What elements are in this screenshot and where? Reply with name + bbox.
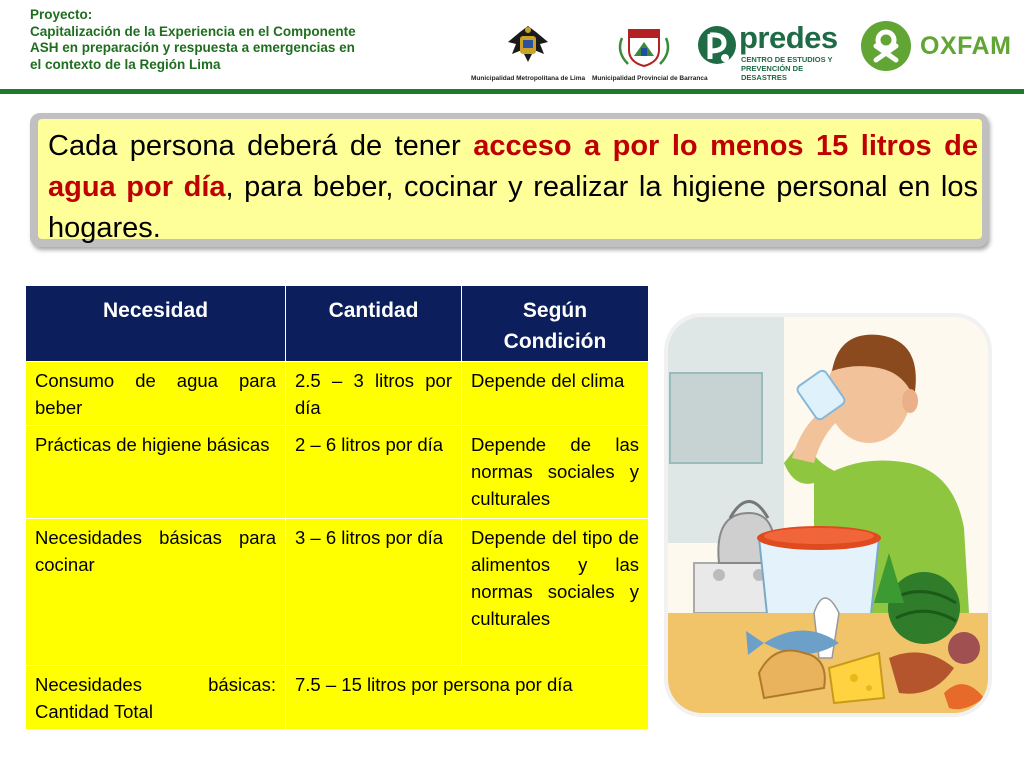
predes-logo xyxy=(697,20,845,82)
cell-quantity: 2.5 – 3 litros por día xyxy=(286,362,462,426)
key-message-callout xyxy=(30,113,988,247)
barranca-crest-icon xyxy=(592,22,696,72)
lima-logo-caption: Municipalidad Metropolitana de Lima xyxy=(471,75,586,82)
table-row xyxy=(26,426,649,519)
cell-quantity: 2 – 6 litros por día xyxy=(286,426,462,519)
cell-quantity-total: 7.5 – 15 litros por persona por día xyxy=(286,666,649,730)
header-condicion: Según Condición xyxy=(462,286,649,362)
predes-wordmark: predes xyxy=(739,20,838,55)
predes-subtitle: CENTRO DE ESTUDIOS Y PREVENCIÓN DE DESASTRES xyxy=(741,55,833,82)
callout-text-after: , para beber, cocinar y realizar la higiene personal en los hogares. xyxy=(48,171,978,244)
cell-condition: Depende del tipo de alimentos y las normas sociales y culturales xyxy=(462,519,649,666)
predes-mark-icon xyxy=(697,24,737,70)
project-line-3: el contexto de la Región Lima xyxy=(30,56,221,72)
water-needs-table xyxy=(25,285,649,730)
boy-drinking-water-illustration xyxy=(664,313,992,717)
municipalidad-lima-logo xyxy=(471,22,585,82)
header-cantidad: Cantidad xyxy=(286,286,462,362)
barranca-logo-caption: Municipalidad Provincial de Barranca xyxy=(592,75,708,82)
header-necesidad: Necesidad xyxy=(26,286,286,362)
project-title xyxy=(30,7,430,73)
cell-quantity: 3 – 6 litros por día xyxy=(286,519,462,666)
oxfam-mark-icon xyxy=(860,20,912,72)
callout-highlight: acceso a por lo menos 15 litros de agua por día xyxy=(48,130,978,203)
project-line-2: ASH en preparación y respuesta a emergencias en xyxy=(30,40,355,55)
illustration-icon xyxy=(664,313,992,717)
oxfam-logo xyxy=(860,20,1012,72)
cell-need-total: Necesidades básicas: Cantidad Total xyxy=(26,666,286,730)
header-divider xyxy=(0,89,1024,94)
callout-inner xyxy=(38,119,982,244)
cell-condition: Depende de las normas sociales y culturales xyxy=(462,426,649,519)
municipalidad-barranca-logo xyxy=(592,22,708,82)
table-row-total xyxy=(26,666,649,730)
table-row xyxy=(26,362,649,426)
project-line-1: Capitalización de la Experiencia en el Componente xyxy=(30,23,356,39)
callout-text-before: Cada persona deberá de tener xyxy=(48,130,474,162)
cell-need: Necesidades básicas para cocinar xyxy=(26,519,286,666)
project-label: Proyecto: xyxy=(30,7,93,22)
lima-crest-icon xyxy=(471,22,585,72)
table-row xyxy=(26,519,649,666)
callout-text xyxy=(48,126,978,249)
cell-need: Consumo de agua para beber xyxy=(26,362,286,426)
table-header-row xyxy=(26,286,649,362)
cell-condition: Depende del clima xyxy=(462,362,649,426)
oxfam-wordmark: OXFAM xyxy=(920,32,1012,60)
cell-need: Prácticas de higiene básicas xyxy=(26,426,286,519)
